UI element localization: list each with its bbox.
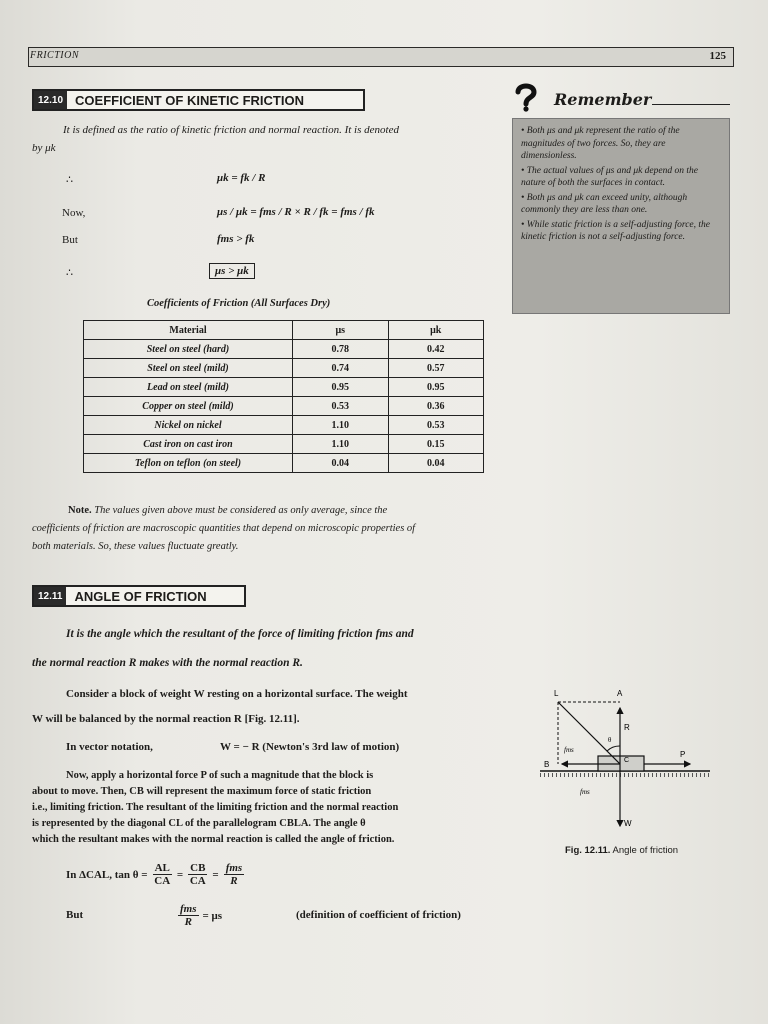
material-cell: Lead on steel (mild) <box>84 378 293 397</box>
label-W: W <box>624 819 632 828</box>
material-cell: Nickel on nickel <box>84 416 293 435</box>
table-row <box>84 454 484 473</box>
mu-s-cell: 1.10 <box>293 435 389 454</box>
note-line-2: coefficients of friction are macroscopic quantities that depend on microscopic properties of <box>32 523 416 534</box>
label-R: R <box>624 723 630 732</box>
paragraph-2-line-3: i.e., limiting friction. The resultant of the limiting friction and the normal reaction <box>32 802 399 813</box>
table-row <box>84 416 484 435</box>
remember-item: • The actual values of μs and μk depend on the nature of both the surfaces in contact. <box>521 165 698 188</box>
tan-theta-equation <box>66 862 244 887</box>
mu-s-cell: 0.74 <box>293 359 389 378</box>
paragraph-1-line-2: W will be balanced by the normal reaction R [Fig. 12.11]. <box>32 713 300 725</box>
now-label: Now, <box>62 207 86 219</box>
boxed-result: μs > μk <box>209 263 255 279</box>
mu-k-cell: 0.04 <box>388 454 484 473</box>
therefore-symbol: ∴ <box>66 174 73 186</box>
column-header-mu-k: μk <box>388 321 484 340</box>
angle-definition-line-2: the normal reaction R makes with the normal reaction R. <box>32 657 303 669</box>
section-heading-angle-of-friction <box>32 585 246 607</box>
section-title: ANGLE OF FRICTION <box>74 588 207 604</box>
but-equation <box>178 903 222 928</box>
table-title: Coefficients of Friction (All Surfaces Dry) <box>147 298 331 309</box>
paragraph-2-line-4: is represented by the diagonal CL of the parallelogram CBLA. The angle θ <box>32 818 366 829</box>
angle-definition-line-1: It is the angle which the resultant of the force of limiting friction fms and <box>66 628 414 640</box>
label-L: L <box>554 689 559 698</box>
mu-s-cell: 0.95 <box>293 378 389 397</box>
equals-sign: = <box>176 868 184 881</box>
remember-rule <box>652 104 730 105</box>
mu-s-rhs: = μs <box>202 909 223 922</box>
column-header-mu-s: μs <box>293 321 389 340</box>
definition-note: (definition of coefficient of friction) <box>296 909 461 921</box>
equation-ratio: μs / μk = fms / R × R / fk = fms / fk <box>217 206 375 218</box>
section-number: 12.10 <box>34 91 67 109</box>
remember-item: • Both μs and μk represent the ratio of the magnitudes of two forces. So, they are dimensionless. <box>521 126 680 161</box>
but-label: But <box>62 234 78 246</box>
paragraph-2-line-5: which the resultant makes with the normal reaction is called the angle of friction. <box>32 834 395 845</box>
definition-line-2: by μk <box>32 142 56 154</box>
fraction-fms-r: $\frac{\text{fms}}{R}$ <box>225 862 243 887</box>
material-cell: Steel on steel (hard) <box>84 340 293 359</box>
mu-k-cell: 0.53 <box>388 416 484 435</box>
table-row <box>84 340 484 359</box>
fraction-fms-r-2: $\frac{\text{fms}}{R}$ <box>180 903 197 928</box>
resultant-line <box>558 702 620 764</box>
but-label-2: But <box>66 909 84 921</box>
equals-sign: = <box>212 868 219 881</box>
note-line-3: both materials. So, these values fluctuate greatly. <box>32 541 239 552</box>
note-line-1: The values given above must be considered as only average, since the <box>94 505 388 516</box>
equation-fms-gt-fk: fms > fk <box>217 233 255 245</box>
tan-label: In ΔCAL, tan θ = <box>66 868 148 881</box>
remember-title: Remember <box>554 90 652 109</box>
column-header-material: Material <box>84 321 293 340</box>
paragraph-1-line-1: Consider a block of weight W resting on a horizontal surface. The weight <box>66 688 408 700</box>
fraction-al-ca: $\frac{AL}{CA}$ <box>154 862 171 887</box>
remember-item: • While static friction is a self-adjusting force, the kinetic friction is not a self-adjusting force. <box>521 219 710 242</box>
label-theta: θ <box>608 736 612 744</box>
mu-s-cell: 1.10 <box>293 416 389 435</box>
table-row <box>84 397 484 416</box>
table-row <box>84 378 484 397</box>
material-cell: Cast iron on cast iron <box>84 435 293 454</box>
paragraph-2-line-1: Now, apply a horizontal force P of such a magnitude that the block is <box>66 770 374 781</box>
figure-caption <box>565 845 678 856</box>
figure-title: Angle of friction <box>612 845 679 856</box>
mu-k-cell: 0.95 <box>388 378 484 397</box>
paragraph-2-line-2: about to move. Then, CB will represent the maximum force of static friction <box>32 786 372 797</box>
label-B: B <box>544 760 550 769</box>
label-C: C <box>624 757 630 764</box>
definition-line-1: It is defined as the ratio of kinetic friction and normal reaction. It is denoted <box>63 124 399 136</box>
section-heading-kinetic-friction <box>32 89 365 111</box>
question-mark-icon <box>512 82 540 112</box>
label-fms-lower: fms <box>580 788 590 796</box>
section-number: 12.11 <box>34 587 66 605</box>
running-header-bar <box>28 47 734 67</box>
figure-number: Fig. 12.11. <box>565 845 611 856</box>
mu-k-cell: 0.36 <box>388 397 484 416</box>
label-A: A <box>617 689 623 698</box>
fraction-cb-ca: $\frac{CB}{CA}$ <box>189 862 206 887</box>
page-number: 125 <box>709 50 726 62</box>
equation-mu-k: μk = fk / R <box>217 172 266 184</box>
material-cell: Copper on steel (mild) <box>84 397 293 416</box>
vector-notation-label: In vector notation, <box>66 741 153 753</box>
mu-k-cell: 0.42 <box>388 340 484 359</box>
material-cell: Steel on steel (mild) <box>84 359 293 378</box>
table-row <box>84 359 484 378</box>
table-header-row <box>84 321 484 340</box>
angle-of-friction-diagram <box>540 684 715 834</box>
label-P: P <box>680 750 686 759</box>
mu-s-cell: 0.78 <box>293 340 389 359</box>
remember-item: • Both μs and μk can exceed unity, although commonly they are less than one. <box>521 192 688 215</box>
table-row <box>84 435 484 454</box>
note-label: Note. <box>68 505 92 516</box>
mu-k-cell: 0.57 <box>388 359 484 378</box>
material-cell: Teflon on teflon (on steel) <box>84 454 293 473</box>
theta-arc <box>607 746 620 751</box>
therefore-symbol-2: ∴ <box>66 267 73 279</box>
mu-k-cell: 0.15 <box>388 435 484 454</box>
label-fms-upper: fms <box>564 746 574 754</box>
note-paragraph <box>68 505 387 516</box>
mu-s-cell: 0.04 <box>293 454 389 473</box>
chapter-tag: FRICTION <box>30 50 79 61</box>
friction-coefficients-table <box>83 320 484 473</box>
mu-s-cell: 0.53 <box>293 397 389 416</box>
vector-equation: W = − R (Newton's 3rd law of motion) <box>220 741 400 753</box>
remember-box <box>512 118 730 314</box>
section-title: COEFFICIENT OF KINETIC FRICTION <box>75 92 304 108</box>
